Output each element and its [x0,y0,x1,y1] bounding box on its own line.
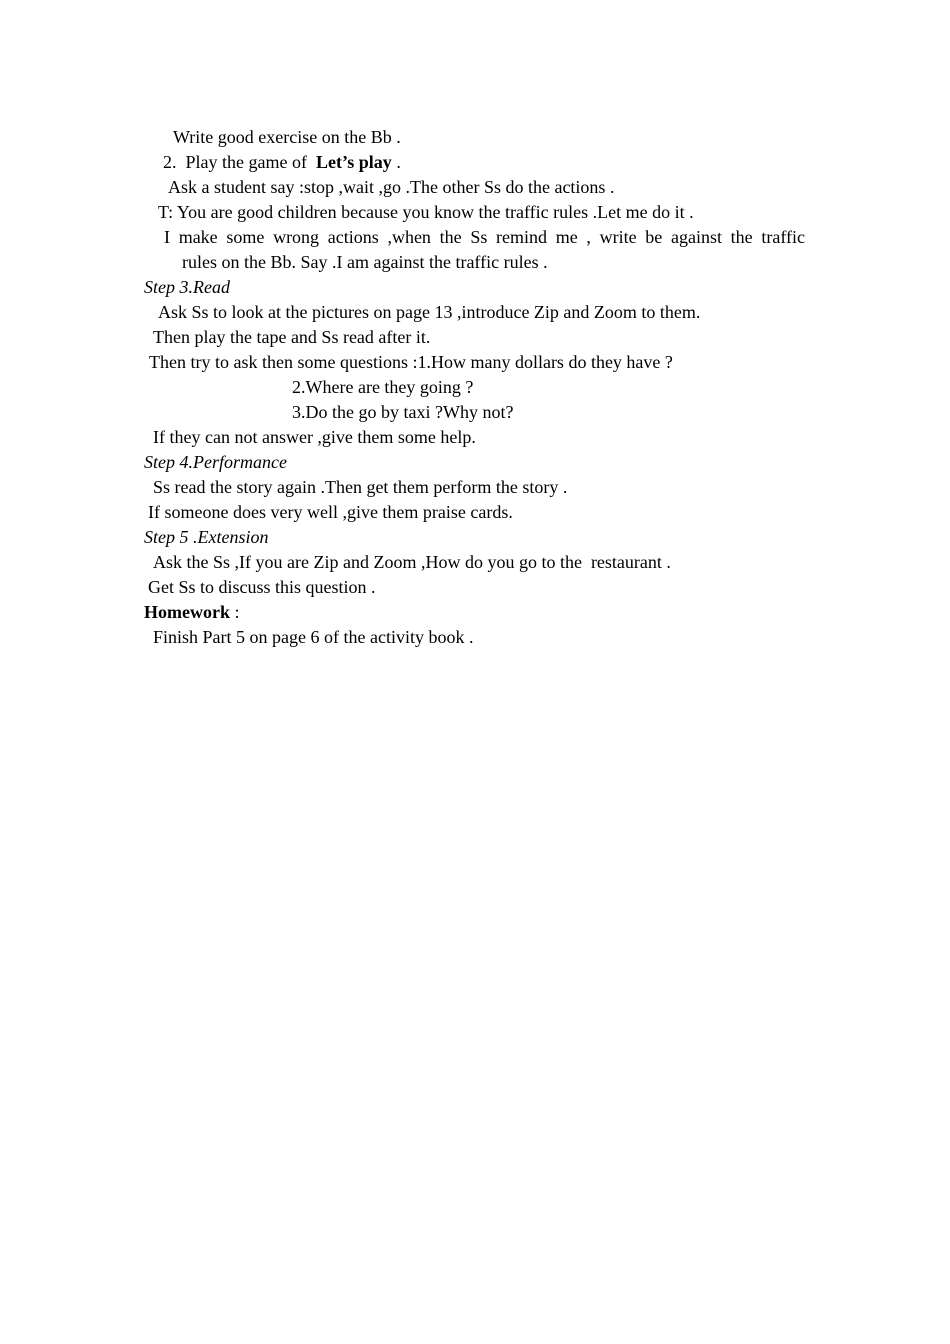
text-line: Write good exercise on the Bb . [173,127,401,147]
text-line: Get Ss to discuss this question . [148,577,376,597]
text-line: Ask a student say :stop ,wait ,go .The other Ss do the actions . [168,177,615,197]
step-heading: Step 5 .Extension [144,527,269,547]
text-line: Then play the tape and Ss read after it. [153,327,431,347]
text-line: 2.Where are they going ? [292,377,474,397]
text-line: Finish Part 5 on page 6 of the activity book . [153,627,474,647]
text-line [163,150,401,175]
homework-heading [144,600,240,625]
text-line: If someone does very well ,give them praise cards. [148,502,513,522]
text-line: If they can not answer ,give them some help. [153,427,476,447]
text-line: Then try to ask then some questions :1.How many dollars do they have ? [149,352,673,372]
text-line-suffix: . [391,152,401,172]
game-title: Let’s play [315,152,392,172]
text-line: I make some wrong actions ,when the Ss remind me , write be against the traffic [164,227,805,247]
text-line: 3.Do the go by taxi ?Why not? [292,402,514,422]
text-line: Ss read the story again .Then get them perform the story . [153,477,568,497]
homework-colon: : [229,602,240,622]
text-line: Ask the Ss ,If you are Zip and Zoom ,How do you go to the restaurant . [153,552,671,572]
text-line-prefix: 2. Play the game of [163,152,316,172]
homework-label: Homework [144,602,230,622]
text-line: rules on the Bb. Say .I am against the traffic rules . [182,252,548,272]
step-heading: Step 3.Read [144,277,230,297]
text-line: T: You are good children because you know the traffic rules .Let me do it . [158,202,694,222]
step-heading: Step 4.Performance [144,452,287,472]
text-line: Ask Ss to look at the pictures on page 13 ,introduce Zip and Zoom to them. [158,302,701,322]
